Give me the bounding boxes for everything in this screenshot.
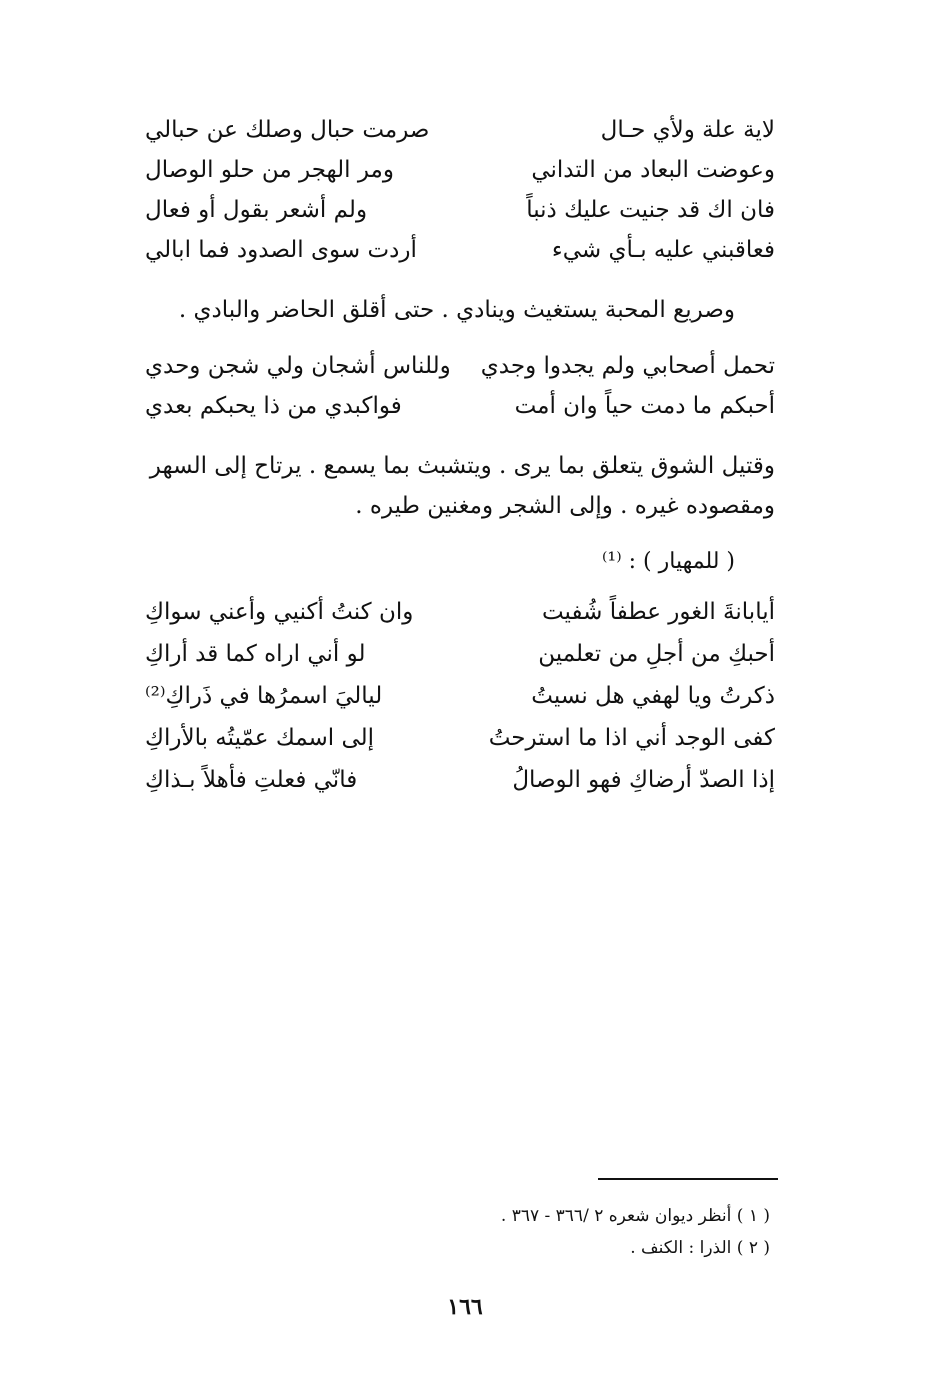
verse-first-hemistich: ذكرتُ ويا لهفي هل نسيتُ [531, 683, 775, 709]
verse-first-hemistich: إذا الصدّ أرضاكِ فهو الوصالُ [512, 767, 775, 793]
verse-first-hemistich: فعاقبني عليه بـأي شيء [551, 237, 775, 263]
verse-second-hemistich: صرمت حبال وصلك عن حبالي [145, 117, 430, 143]
verse-second-hemistich: فواكبدي من ذا يحبكم بعدي [145, 393, 402, 419]
prose-line: ومقصوده غيره . وإلى الشجر ومغنين طيره . [355, 493, 775, 519]
verse-second-hemistich: ولم أشعر بقول أو فعال [145, 197, 368, 223]
verse-second-hemistich: ومر الهجر من حلو الوصال [145, 157, 394, 183]
verse-second-hemistich: وان كنتُ أكنيي وأعني سواكِ [145, 599, 414, 625]
verse-second-hemistich: أردت سوى الصدود فما ابالي [145, 237, 417, 263]
verse-line [145, 152, 775, 188]
footnote-divider [598, 1178, 778, 1180]
verse-line [145, 232, 775, 268]
verse-second-hemistich: لو أني اراه كما قد أراكِ [145, 641, 366, 667]
verse-first-hemistich: أيابانةَ الغور عطفاً شُفيت [541, 599, 775, 625]
verse-first-hemistich: فان اك قد جنيت عليك ذنباً [526, 197, 775, 223]
page-number: ١٦٦ [447, 1294, 483, 1320]
verse-first-hemistich: تحمل أصحابي ولم يجدوا وجدي [480, 353, 775, 379]
verse-line [145, 678, 775, 714]
verse-second-hemistich: فانّي فعلتِ فأهلاً بـذاكِ [145, 767, 358, 793]
verse-line [145, 192, 775, 228]
verse-first-hemistich: كفى الوجد أني اذا ما استرحتُ [488, 725, 775, 751]
verse-line [145, 636, 775, 672]
verse-first-hemistich: أحبكم ما دمت حياً وان أمت [514, 393, 775, 419]
footnote: ( ١ ) أنظر ديوان شعره ٢ /٣٦٦ - ٣٦٧ . [500, 1206, 770, 1226]
verse-line [145, 388, 775, 424]
verse-second-hemistich: وللناس أشجان ولي شجن وحدي [145, 353, 451, 379]
verse-line [145, 594, 775, 630]
prose-paragraph: وصريع المحبة يستغيث وينادي . حتى أقلق الحاضر والبادي . [178, 297, 735, 323]
verse-line [145, 720, 775, 756]
verse-first-hemistich: لاية علة ولأي حـال [600, 117, 775, 143]
verse-first-hemistich: وعوضت البعاد من التداني [531, 157, 775, 183]
verse-second-hemistich: إلى اسمك عمّيتُه بالأراكِ [145, 725, 375, 751]
prose-line: وقتيل الشوق يتعلق بما يرى . ويتشبث بما يسمع . يرتاح إلى السهر [149, 453, 775, 479]
footnote: ( ٢ ) الذرا : الكنف . [630, 1238, 770, 1258]
section-heading: ( للمهيار ) : ⁽¹⁾ [602, 549, 735, 574]
verse-line [145, 762, 775, 798]
verse-first-hemistich: أحبكِ من أجلِ من تعلمين [538, 641, 775, 667]
verse-second-hemistich: لياليَ اسمرُها في ذَراكِ⁽²⁾ [145, 683, 383, 709]
verse-line [145, 348, 775, 384]
verse-line [145, 112, 775, 148]
